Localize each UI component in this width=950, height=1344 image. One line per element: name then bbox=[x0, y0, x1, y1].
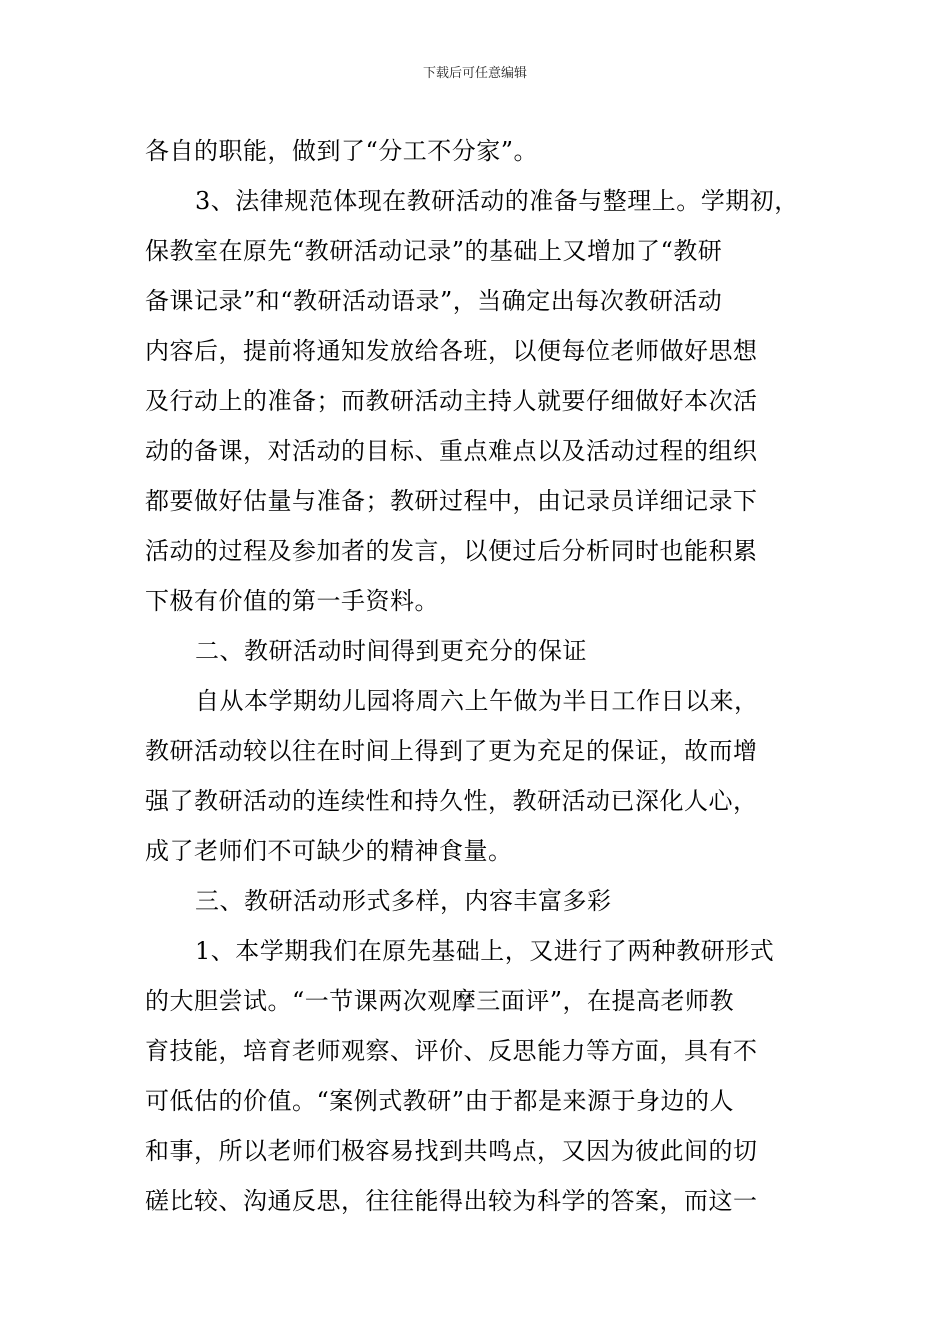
text-line: 及行动上的准备；而教研活动主持人就要仔细做好本次活 bbox=[145, 387, 758, 415]
text-line: 内容后，提前将通知发放给各班，以便每位老师做好思想 bbox=[145, 337, 758, 365]
text-line: 可低估的价值。“案例式教研”由于都是来源于身边的人 bbox=[145, 1087, 735, 1115]
text-line: 自从本学期幼儿园将周六上午做为半日工作日以来， bbox=[195, 687, 759, 715]
text-line: 各自的职能，做到了“分工不分家”。 bbox=[145, 137, 539, 165]
text-line: 成了老师们不可缺少的精神食量。 bbox=[145, 837, 513, 865]
text-line: 的大胆尝试。“一节课两次观摩三面评”，在提高老师教 bbox=[145, 987, 735, 1015]
text-line: 都要做好估量与准备；教研过程中，由记录员详细记录下 bbox=[145, 487, 758, 515]
text-line: 1、本学期我们在原先基础上，又进行了两种教研形式 bbox=[195, 937, 775, 965]
text-line: 强了教研活动的连续性和持久性，教研活动已深化人心， bbox=[145, 787, 758, 815]
text-line: 磋比较、沟通反思，往往能得出较为科学的答案，而这一 bbox=[145, 1187, 758, 1215]
document-body bbox=[145, 126, 835, 1226]
text-line: 活动的过程及参加者的发言，以便过后分析同时也能积累 bbox=[145, 537, 758, 565]
text-line: 保教室在原先“教研活动记录”的基础上又增加了“教研 bbox=[145, 237, 723, 265]
text-line: 育技能，培育老师观察、评价、反思能力等方面，具有不 bbox=[145, 1037, 758, 1065]
text-line: 3、法律规范体现在教研活动的准备与整理上。学期初， bbox=[195, 187, 799, 215]
page-header-note: 下载后可任意编辑 bbox=[422, 66, 527, 81]
text-line: 下极有价值的第一手资料。 bbox=[145, 587, 439, 615]
section-heading: 三、教研活动形式多样，内容丰富多彩 bbox=[195, 887, 612, 915]
section-heading: 二、教研活动时间得到更充分的保证 bbox=[195, 637, 587, 665]
text-line: 教研活动较以往在时间上得到了更为充足的保证，故而增 bbox=[145, 737, 758, 765]
text-line: 备课记录”和“教研活动语录”，当确定出每次教研活动 bbox=[145, 287, 723, 315]
text-line: 和事，所以老师们极容易找到共鸣点，又因为彼此间的切 bbox=[145, 1137, 758, 1165]
text-line: 动的备课，对活动的目标、重点难点以及活动过程的组织 bbox=[145, 437, 758, 465]
